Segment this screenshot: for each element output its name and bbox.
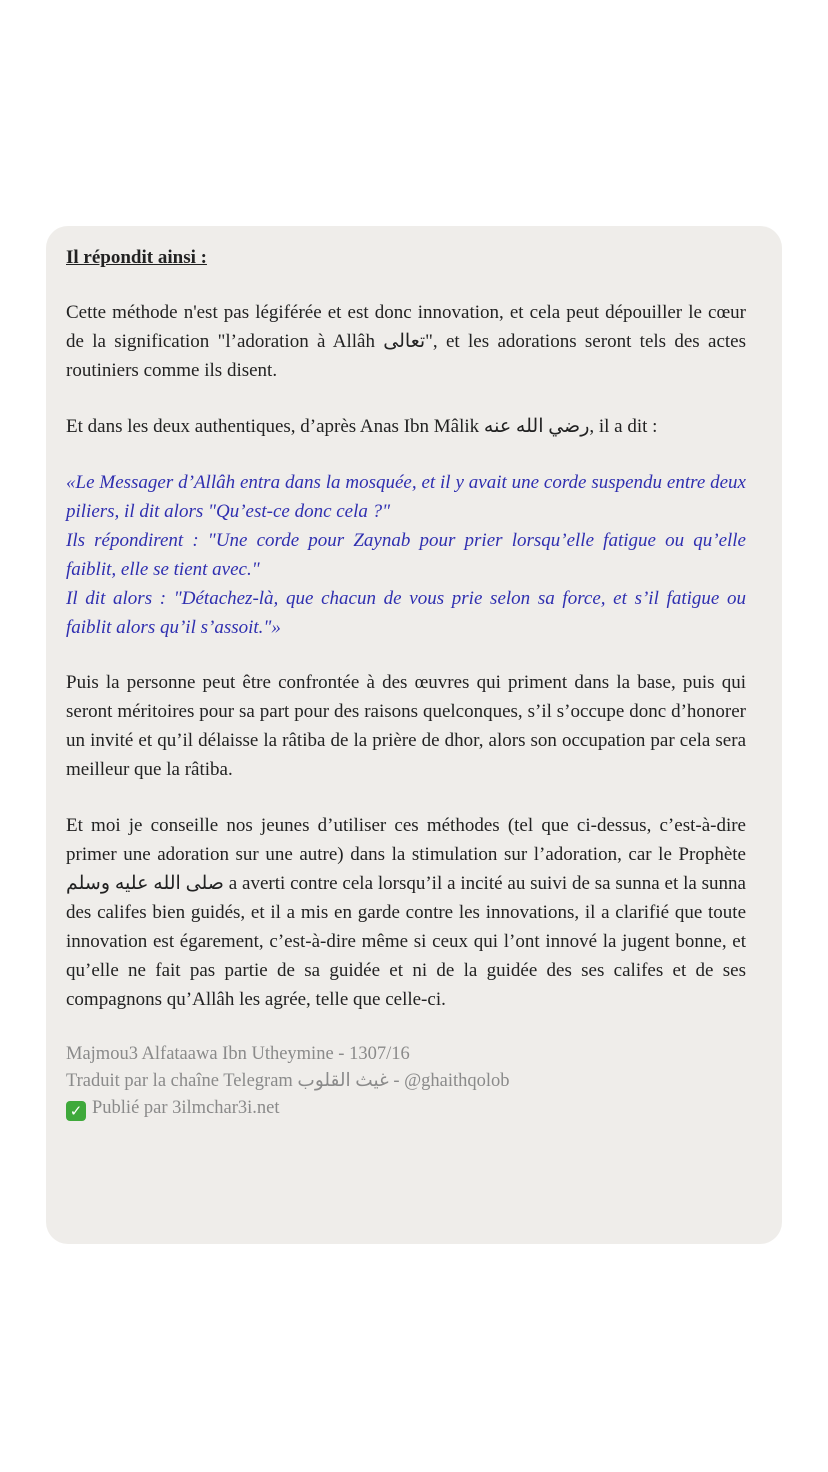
paragraph-advice: Et moi je conseille nos jeunes d’utiliser ces méthodes (tel que ci-dessus, c’est-à-dire primer une adoration sur une autre) dans la stimulation sur l’adoration, car le Prophète صلى الله عليه وسلم a averti contre cela lorsqu’il a incité au suivi de sa sunna et la sunna des califes bien guidés, et il a mis en garde contre les innovations, il a clarifié que toute innovation est égarement, c’est-à-dire même si ceux qui l’ont innové la jugent bonne, et qu’elle ne fait pas partie de sa guidée et ni de la guidée des ses califes et de ses compagnons qu’Allâh les agrée, telle que celle-ci. — [66, 815, 746, 1010]
source-footer — [66, 1041, 746, 1122]
hadith-quote-line: Ils répondirent : "Une corde pour Zaynab pour prier lorsqu’elle fatigue ou qu’elle faiblit, elle se tient avec." — [66, 530, 746, 580]
translation-credit: Traduit par la chaîne Telegram غيث القلوب - @ghaithqolob — [66, 1071, 510, 1091]
hadith-quote — [66, 468, 746, 642]
publisher-label: Publié par 3ilmchar3i.net — [92, 1098, 280, 1118]
source-reference: Majmou3 Alfataawa Ibn Utheymine - 1307/16 — [66, 1044, 410, 1064]
publisher-credit — [66, 1095, 746, 1122]
fatwa-card — [46, 226, 782, 1244]
paragraph-method-innovation: Cette méthode n'est pas légiférée et est donc innovation, et cela peut dépouiller le cœur de la signification "l’adoration à Allâh تعالى", et les adorations seront tels des actes routiniers comme ils disent. — [66, 302, 746, 381]
check-mark-icon: ✓ — [66, 1101, 86, 1121]
hadith-quote-line: Il dit alors : "Détachez-là, que chacun de vous prie selon sa force, et s’il fatigue ou faiblit alors qu’il s’assoit."» — [66, 588, 746, 638]
hadith-quote-line: «Le Messager d’Allâh entra dans la mosquée, et il y avait une corde suspendu entre deux piliers, il dit alors "Qu’est-ce donc cela ?" — [66, 472, 746, 522]
answer-heading: Il répondit ainsi : — [66, 247, 207, 268]
paragraph-priority-deeds: Puis la personne peut être confrontée à des œuvres qui priment dans la base, puis qui seront méritoires pour sa part pour des raisons quelconques, s’il s’occupe donc d’honorer un invité et qu’il délaisse la râtiba de la prière de dhor, alors son occupation par cela sera meilleur que la râtiba. — [66, 672, 746, 780]
paragraph-hadith-intro: Et dans les deux authentiques, d’après Anas Ibn Mâlik رضي الله عنه, il a dit : — [66, 416, 658, 437]
